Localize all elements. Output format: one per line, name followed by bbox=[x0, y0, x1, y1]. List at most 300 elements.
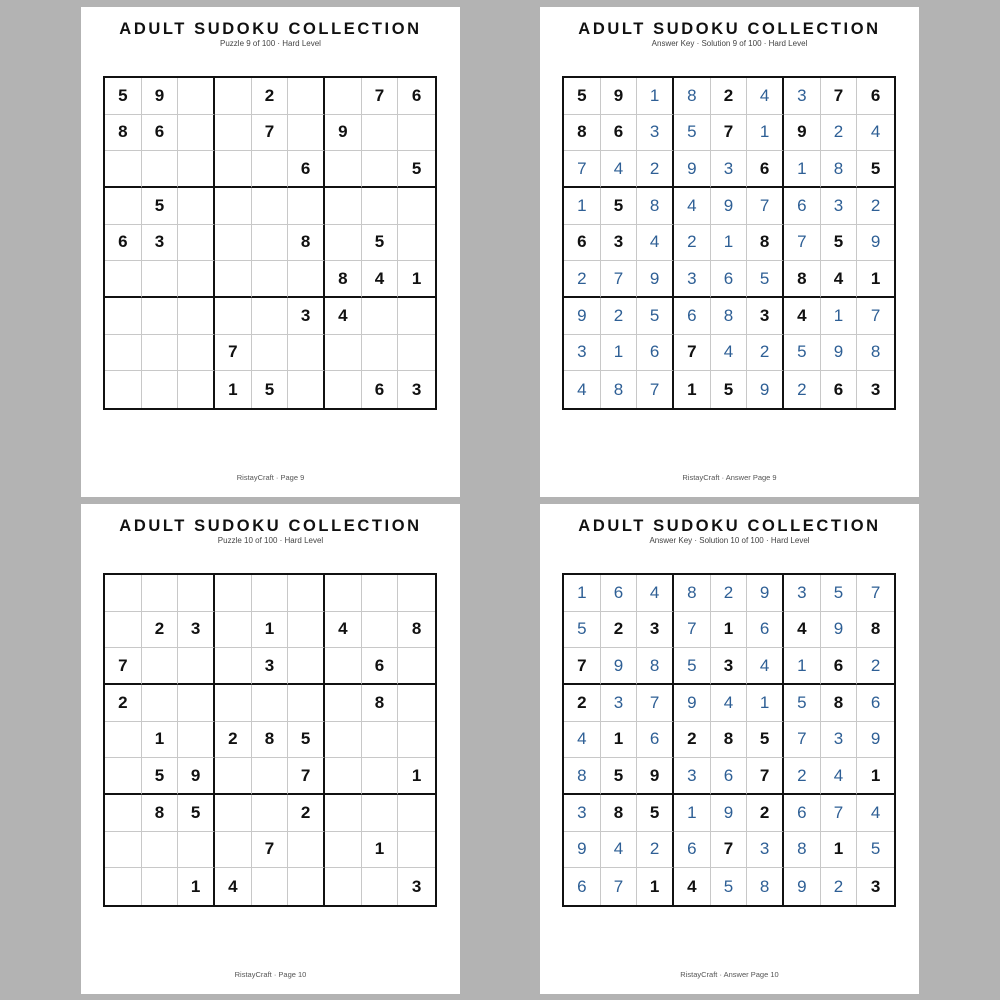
page-subtitle: Puzzle 10 of 100 · Hard Level bbox=[217, 536, 324, 545]
sudoku-cell: 7 bbox=[857, 298, 894, 335]
puzzle-page-10 bbox=[81, 504, 460, 994]
sudoku-cell: 6 bbox=[821, 371, 858, 408]
sudoku-cell: 5 bbox=[601, 188, 638, 225]
sudoku-cell: 2 bbox=[711, 78, 748, 115]
sudoku-cell: 6 bbox=[637, 335, 674, 372]
sudoku-cell: 3 bbox=[870, 379, 881, 399]
sudoku-cell: 4 bbox=[362, 261, 399, 298]
sudoku-cell: 2 bbox=[821, 115, 858, 152]
sudoku-cell bbox=[105, 298, 142, 335]
sudoku-cell: 4 bbox=[601, 832, 638, 869]
sudoku-cell bbox=[362, 575, 399, 612]
sudoku-cell bbox=[178, 685, 215, 722]
sudoku-cell: 1 bbox=[821, 298, 858, 335]
sudoku-cell: 3 bbox=[564, 335, 601, 372]
sudoku-cell: 5 bbox=[857, 832, 894, 869]
sudoku-cell bbox=[288, 188, 325, 225]
sudoku-cell: 5 bbox=[857, 151, 894, 188]
sudoku-cell: 1 bbox=[821, 832, 858, 869]
sudoku-cell bbox=[325, 151, 362, 188]
sudoku-cell bbox=[105, 758, 142, 795]
sudoku-cell bbox=[288, 335, 325, 372]
sudoku-cell: 2 bbox=[747, 335, 784, 372]
sudoku-cell: 1 bbox=[711, 612, 748, 649]
sudoku-cell bbox=[325, 685, 362, 722]
sudoku-cell: 9 bbox=[601, 78, 638, 115]
sudoku-cell bbox=[142, 648, 179, 685]
sudoku-cell bbox=[178, 722, 215, 759]
sudoku-cell: 4 bbox=[325, 612, 362, 649]
sudoku-cell: 3 bbox=[178, 612, 215, 649]
sudoku-cell: 3 bbox=[564, 795, 601, 832]
page-title: ADULT SUDOKU COLLECTION bbox=[578, 20, 881, 38]
sudoku-cell bbox=[252, 298, 289, 335]
answer-page-9 bbox=[540, 7, 919, 497]
sudoku-cell: 8 bbox=[747, 868, 784, 905]
sudoku-cell: 1 bbox=[637, 78, 674, 115]
sudoku-cell: 2 bbox=[215, 722, 252, 759]
page-footer: RistayCraft · Page 10 bbox=[234, 970, 307, 979]
sudoku-cell: 6 bbox=[637, 722, 674, 759]
sudoku-cell: 8 bbox=[674, 575, 711, 612]
sudoku-cell: 7 bbox=[252, 115, 289, 152]
sudoku-cell bbox=[398, 832, 435, 869]
sudoku-cell: 7 bbox=[601, 868, 638, 905]
page-title: ADULT SUDOKU COLLECTION bbox=[578, 517, 881, 535]
sudoku-cell bbox=[215, 612, 252, 649]
sudoku-cell bbox=[105, 188, 142, 225]
sudoku-cell: 8 bbox=[288, 225, 325, 262]
sudoku-cell: 3 bbox=[747, 832, 784, 869]
sudoku-cell: 5 bbox=[288, 722, 325, 759]
sudoku-cell: 9 bbox=[601, 648, 638, 685]
sudoku-cell: 2 bbox=[564, 261, 601, 298]
sudoku-cell: 4 bbox=[601, 151, 638, 188]
sudoku-cell: 1 bbox=[784, 648, 821, 685]
sudoku-cell: 7 bbox=[821, 795, 858, 832]
page-title: ADULT SUDOKU COLLECTION bbox=[119, 20, 422, 38]
sudoku-cell: 3 bbox=[711, 151, 748, 188]
sudoku-cell: 3 bbox=[870, 876, 881, 896]
sudoku-cell: 2 bbox=[857, 188, 894, 225]
sudoku-cell: 6 bbox=[288, 151, 325, 188]
sudoku-cell: 6 bbox=[105, 225, 142, 262]
sudoku-cell bbox=[215, 115, 252, 152]
sudoku-cell: 9 bbox=[747, 371, 784, 408]
sudoku-cell bbox=[215, 648, 252, 685]
sudoku-cell: 2 bbox=[674, 722, 711, 759]
sudoku-cell bbox=[252, 795, 289, 832]
sudoku-cell: 4 bbox=[857, 115, 894, 152]
sudoku-cell: 6 bbox=[857, 685, 894, 722]
sudoku-cell bbox=[288, 648, 325, 685]
sudoku-cell: 2 bbox=[142, 612, 179, 649]
sudoku-cell bbox=[105, 335, 142, 372]
sudoku-cell bbox=[105, 575, 142, 612]
sudoku-cell: 6 bbox=[674, 832, 711, 869]
sudoku-cell: 6 bbox=[142, 115, 179, 152]
sudoku-cell: 7 bbox=[564, 648, 601, 685]
sudoku-cell bbox=[215, 795, 252, 832]
sudoku-cell: 7 bbox=[105, 648, 142, 685]
sudoku-cell bbox=[362, 335, 399, 372]
sudoku-cell: 5 bbox=[711, 371, 748, 408]
sudoku-cell: 3 bbox=[747, 298, 784, 335]
sudoku-cell: 8 bbox=[637, 188, 674, 225]
sudoku-cell: 5 bbox=[564, 78, 601, 115]
sudoku-cell bbox=[178, 335, 215, 372]
sudoku-cell: 2 bbox=[821, 868, 858, 905]
sudoku-cell bbox=[215, 298, 252, 335]
sudoku-cell: 5 bbox=[398, 151, 435, 188]
sudoku-cell: 9 bbox=[711, 188, 748, 225]
sudoku-cell bbox=[325, 648, 362, 685]
sudoku-cell: 1 bbox=[857, 758, 894, 795]
sudoku-cell bbox=[105, 722, 142, 759]
page-footer: RistayCraft · Answer Page 10 bbox=[680, 970, 779, 979]
sudoku-cell bbox=[398, 225, 435, 262]
sudoku-cell: 7 bbox=[288, 758, 325, 795]
sudoku-cell: 1 bbox=[857, 261, 894, 298]
sudoku-cell: 7 bbox=[601, 261, 638, 298]
sudoku-cell bbox=[252, 335, 289, 372]
page-subtitle: Puzzle 9 of 100 · Hard Level bbox=[220, 39, 321, 48]
sudoku-cell: 1 bbox=[564, 188, 601, 225]
sudoku-cell: 5 bbox=[821, 225, 858, 262]
sudoku-cell: 8 bbox=[564, 115, 601, 152]
sudoku-cell bbox=[142, 868, 179, 905]
sudoku-cell: 3 bbox=[637, 115, 674, 152]
sudoku-cell bbox=[325, 722, 362, 759]
sudoku-cell: 7 bbox=[747, 758, 784, 795]
sudoku-cell bbox=[325, 575, 362, 612]
page-footer: RistayCraft · Answer Page 9 bbox=[682, 473, 777, 482]
sudoku-cell: 8 bbox=[601, 795, 638, 832]
sudoku-cell: 8 bbox=[747, 225, 784, 262]
sudoku-cell: 9 bbox=[821, 612, 858, 649]
sudoku-cell: 5 bbox=[747, 722, 784, 759]
sudoku-cell bbox=[398, 685, 435, 722]
sudoku-cell: 2 bbox=[674, 225, 711, 262]
sudoku-cell bbox=[362, 298, 399, 335]
sudoku-cell bbox=[178, 188, 215, 225]
sudoku-cell: 9 bbox=[821, 335, 858, 372]
sudoku-cell: 3 bbox=[784, 575, 821, 612]
sudoku-cell: 9 bbox=[747, 575, 784, 612]
sudoku-cell bbox=[215, 832, 252, 869]
sudoku-cell bbox=[362, 795, 399, 832]
sudoku-cell: 9 bbox=[325, 115, 362, 152]
sudoku-cell: 8 bbox=[784, 832, 821, 869]
sudoku-cell bbox=[215, 225, 252, 262]
sudoku-cell bbox=[178, 371, 215, 408]
sudoku-cell bbox=[398, 188, 435, 225]
sudoku-cell: 3 bbox=[821, 722, 858, 759]
sudoku-cell: 9 bbox=[564, 832, 601, 869]
sudoku-grid bbox=[103, 573, 437, 907]
sudoku-cell: 4 bbox=[564, 371, 601, 408]
sudoku-cell bbox=[178, 225, 215, 262]
sudoku-cell: 6 bbox=[674, 298, 711, 335]
puzzle-page-9 bbox=[81, 7, 460, 497]
sudoku-cell: 7 bbox=[674, 335, 711, 372]
sudoku-cell: 1 bbox=[252, 612, 289, 649]
sudoku-cell: 3 bbox=[411, 876, 422, 896]
sudoku-cell: 5 bbox=[674, 648, 711, 685]
sudoku-cell bbox=[178, 575, 215, 612]
sudoku-cell: 9 bbox=[637, 261, 674, 298]
sudoku-cell: 9 bbox=[142, 78, 179, 115]
sudoku-cell: 6 bbox=[784, 795, 821, 832]
sudoku-cell: 7 bbox=[711, 832, 748, 869]
sudoku-cell: 9 bbox=[784, 115, 821, 152]
sudoku-cell: 8 bbox=[362, 685, 399, 722]
sudoku-cell: 5 bbox=[142, 188, 179, 225]
sudoku-cell bbox=[215, 188, 252, 225]
sudoku-cell bbox=[252, 225, 289, 262]
sudoku-cell: 4 bbox=[821, 758, 858, 795]
sudoku-cell: 3 bbox=[601, 685, 638, 722]
sudoku-cell: 7 bbox=[674, 612, 711, 649]
sudoku-cell bbox=[398, 722, 435, 759]
sudoku-cell: 7 bbox=[215, 335, 252, 372]
sudoku-cell: 5 bbox=[821, 575, 858, 612]
sudoku-cell: 9 bbox=[178, 758, 215, 795]
page-footer: RistayCraft · Page 9 bbox=[236, 473, 305, 482]
sudoku-cell bbox=[142, 261, 179, 298]
sudoku-cell: 7 bbox=[711, 115, 748, 152]
sudoku-cell bbox=[398, 575, 435, 612]
sudoku-cell bbox=[178, 298, 215, 335]
sudoku-cell: 4 bbox=[747, 78, 784, 115]
sudoku-cell: 2 bbox=[601, 298, 638, 335]
sudoku-cell: 8 bbox=[674, 78, 711, 115]
sudoku-cell bbox=[398, 298, 435, 335]
sudoku-cell: 4 bbox=[674, 868, 711, 905]
sudoku-cell: 8 bbox=[142, 795, 179, 832]
sudoku-cell: 8 bbox=[637, 648, 674, 685]
sudoku-cell bbox=[325, 795, 362, 832]
sudoku-cell: 2 bbox=[747, 795, 784, 832]
sudoku-cell: 2 bbox=[857, 648, 894, 685]
sudoku-cell: 1 bbox=[674, 795, 711, 832]
sudoku-cell bbox=[362, 868, 399, 905]
sudoku-cell bbox=[288, 868, 325, 905]
sudoku-grid bbox=[562, 76, 896, 410]
sudoku-cell: 4 bbox=[325, 298, 362, 335]
sudoku-cell bbox=[252, 685, 289, 722]
sudoku-cell bbox=[288, 575, 325, 612]
sudoku-cell: 2 bbox=[784, 758, 821, 795]
sudoku-cell bbox=[178, 261, 215, 298]
sudoku-cell bbox=[288, 78, 325, 115]
sudoku-cell: 8 bbox=[398, 612, 435, 649]
sudoku-cell: 8 bbox=[252, 722, 289, 759]
sudoku-cell bbox=[215, 758, 252, 795]
sudoku-cell: 4 bbox=[711, 685, 748, 722]
sudoku-cell bbox=[105, 795, 142, 832]
sudoku-cell: 3 bbox=[288, 298, 325, 335]
sudoku-cell bbox=[288, 612, 325, 649]
sudoku-cell bbox=[325, 868, 362, 905]
sudoku-cell: 2 bbox=[601, 612, 638, 649]
sudoku-cell: 4 bbox=[784, 612, 821, 649]
sudoku-cell: 7 bbox=[821, 78, 858, 115]
sudoku-cell: 5 bbox=[747, 261, 784, 298]
sudoku-cell bbox=[325, 78, 362, 115]
sudoku-cell: 5 bbox=[362, 225, 399, 262]
sudoku-cell bbox=[142, 371, 179, 408]
sudoku-cell bbox=[142, 298, 179, 335]
sudoku-cell: 6 bbox=[711, 758, 748, 795]
sudoku-cell: 9 bbox=[857, 225, 894, 262]
sudoku-cell: 4 bbox=[637, 225, 674, 262]
sudoku-cell bbox=[215, 151, 252, 188]
sudoku-cell: 1 bbox=[747, 115, 784, 152]
sudoku-cell: 9 bbox=[637, 758, 674, 795]
sudoku-cell bbox=[325, 832, 362, 869]
sudoku-cell: 1 bbox=[142, 722, 179, 759]
sudoku-cell bbox=[325, 188, 362, 225]
sudoku-cell: 9 bbox=[674, 151, 711, 188]
sudoku-cell: 2 bbox=[784, 371, 821, 408]
sudoku-cell bbox=[178, 648, 215, 685]
sudoku-cell: 5 bbox=[142, 758, 179, 795]
sudoku-cell: 2 bbox=[637, 832, 674, 869]
sudoku-cell bbox=[362, 188, 399, 225]
page-subtitle: Answer Key · Solution 9 of 100 · Hard Level bbox=[651, 39, 808, 48]
sudoku-cell bbox=[325, 758, 362, 795]
sudoku-cell: 3 bbox=[821, 188, 858, 225]
sudoku-cell: 8 bbox=[784, 261, 821, 298]
sudoku-cell bbox=[215, 78, 252, 115]
sudoku-cell bbox=[398, 335, 435, 372]
sudoku-cell: 4 bbox=[747, 648, 784, 685]
sudoku-cell: 8 bbox=[325, 261, 362, 298]
sudoku-cell: 6 bbox=[784, 188, 821, 225]
sudoku-cell bbox=[142, 575, 179, 612]
sudoku-cell: 5 bbox=[637, 298, 674, 335]
sudoku-cell: 8 bbox=[711, 298, 748, 335]
sudoku-cell bbox=[252, 151, 289, 188]
sudoku-cell bbox=[325, 335, 362, 372]
sudoku-cell: 5 bbox=[601, 758, 638, 795]
sudoku-cell bbox=[252, 758, 289, 795]
sudoku-cell bbox=[252, 575, 289, 612]
sudoku-cell: 7 bbox=[747, 188, 784, 225]
sudoku-cell bbox=[325, 225, 362, 262]
sudoku-cell: 6 bbox=[362, 648, 399, 685]
sudoku-cell bbox=[215, 261, 252, 298]
sudoku-cell: 1 bbox=[747, 685, 784, 722]
sudoku-cell: 6 bbox=[564, 868, 601, 905]
sudoku-cell bbox=[288, 261, 325, 298]
page-subtitle: Answer Key · Solution 10 of 100 · Hard Level bbox=[649, 536, 810, 545]
sudoku-cell: 9 bbox=[857, 722, 894, 759]
sudoku-cell: 3 bbox=[711, 648, 748, 685]
sudoku-cell: 4 bbox=[784, 298, 821, 335]
sudoku-cell: 5 bbox=[784, 335, 821, 372]
sudoku-cell bbox=[215, 685, 252, 722]
sudoku-cell: 7 bbox=[637, 685, 674, 722]
sudoku-cell: 1 bbox=[564, 575, 601, 612]
sudoku-cell bbox=[142, 832, 179, 869]
sudoku-cell: 6 bbox=[601, 115, 638, 152]
sudoku-cell: 6 bbox=[398, 78, 435, 115]
sudoku-cell bbox=[142, 151, 179, 188]
sudoku-cell: 3 bbox=[674, 261, 711, 298]
sudoku-cell: 4 bbox=[215, 868, 252, 905]
sudoku-cell: 9 bbox=[674, 685, 711, 722]
sudoku-cell bbox=[252, 261, 289, 298]
sudoku-cell: 2 bbox=[105, 685, 142, 722]
sudoku-cell: 7 bbox=[784, 225, 821, 262]
sudoku-cell: 4 bbox=[637, 575, 674, 612]
sudoku-cell bbox=[288, 685, 325, 722]
sudoku-cell: 2 bbox=[288, 795, 325, 832]
sudoku-cell: 4 bbox=[674, 188, 711, 225]
sudoku-cell: 1 bbox=[601, 722, 638, 759]
sudoku-cell: 3 bbox=[411, 379, 422, 399]
sudoku-cell bbox=[288, 832, 325, 869]
sudoku-cell bbox=[362, 151, 399, 188]
sudoku-cell: 2 bbox=[637, 151, 674, 188]
sudoku-cell: 8 bbox=[711, 722, 748, 759]
sudoku-cell bbox=[325, 371, 362, 408]
sudoku-cell: 5 bbox=[637, 795, 674, 832]
sudoku-cell bbox=[178, 115, 215, 152]
sudoku-grid bbox=[103, 76, 437, 410]
sudoku-cell: 6 bbox=[747, 151, 784, 188]
sudoku-cell: 6 bbox=[564, 225, 601, 262]
sudoku-cell: 6 bbox=[601, 575, 638, 612]
sudoku-cell bbox=[362, 758, 399, 795]
sudoku-cell: 4 bbox=[711, 335, 748, 372]
sudoku-cell: 5 bbox=[711, 868, 748, 905]
sudoku-cell: 8 bbox=[601, 371, 638, 408]
sudoku-cell bbox=[105, 371, 142, 408]
sudoku-cell: 7 bbox=[362, 78, 399, 115]
sudoku-cell: 4 bbox=[821, 261, 858, 298]
sudoku-cell: 1 bbox=[215, 371, 252, 408]
sudoku-cell: 4 bbox=[564, 722, 601, 759]
sudoku-cell bbox=[252, 868, 289, 905]
sudoku-cell: 2 bbox=[564, 685, 601, 722]
sudoku-cell: 8 bbox=[105, 115, 142, 152]
sudoku-cell: 1 bbox=[178, 868, 215, 905]
sudoku-cell: 9 bbox=[711, 795, 748, 832]
sudoku-cell: 2 bbox=[252, 78, 289, 115]
sudoku-cell bbox=[215, 575, 252, 612]
sudoku-cell bbox=[142, 685, 179, 722]
answer-page-10 bbox=[540, 504, 919, 994]
sudoku-cell bbox=[288, 371, 325, 408]
sudoku-cell bbox=[252, 188, 289, 225]
sudoku-cell: 3 bbox=[637, 612, 674, 649]
sudoku-cell: 7 bbox=[252, 832, 289, 869]
sudoku-cell: 1 bbox=[601, 335, 638, 372]
sudoku-cell: 6 bbox=[362, 371, 399, 408]
sudoku-cell: 1 bbox=[362, 832, 399, 869]
sudoku-cell: 5 bbox=[252, 371, 289, 408]
sudoku-cell: 5 bbox=[564, 612, 601, 649]
sudoku-cell: 8 bbox=[821, 685, 858, 722]
sudoku-cell: 3 bbox=[601, 225, 638, 262]
sudoku-cell bbox=[362, 115, 399, 152]
sudoku-cell bbox=[288, 115, 325, 152]
sudoku-cell bbox=[362, 612, 399, 649]
sudoku-cell bbox=[105, 612, 142, 649]
